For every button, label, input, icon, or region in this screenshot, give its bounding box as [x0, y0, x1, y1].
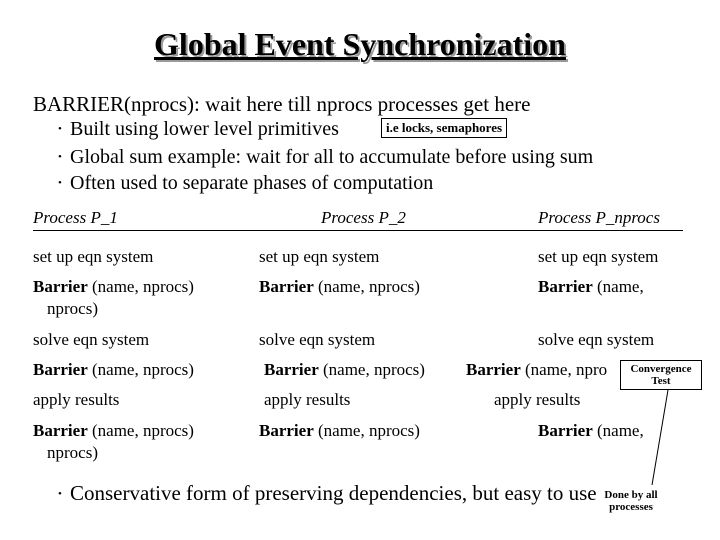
bullet-dot: • — [58, 123, 62, 135]
p2-setup: set up eqn system — [259, 247, 380, 266]
done-by-all-label — [598, 489, 664, 513]
barrier-keyword: Barrier — [33, 277, 88, 296]
header-process-pn: Process P_nprocs — [538, 208, 660, 227]
p1-barrier-3-wrap: nprocs) — [47, 443, 98, 462]
bullet-text: Conservative form of preserving dependencies, but easy to use — [70, 481, 597, 505]
barrier-keyword: Barrier — [466, 360, 521, 379]
barrier-args: (name, — [592, 421, 644, 440]
barrier-args: (name, nprocs) — [87, 421, 194, 440]
barrier-keyword: Barrier — [33, 421, 88, 440]
barrier-args: (name, npro — [520, 360, 608, 379]
barrier-args: (name, nprocs) — [87, 277, 194, 296]
barrier-definition: BARRIER(nprocs): wait here till nprocs processes get here — [33, 92, 531, 116]
bullet-text: Built using lower level primitives — [70, 118, 339, 140]
p1-barrier-1-wrap: nprocs) — [47, 299, 98, 318]
bullet-text: Global sum example: wait for all to accumulate before using sum — [70, 146, 594, 168]
test-label: Test — [651, 375, 671, 387]
barrier-keyword: Barrier — [259, 421, 314, 440]
barrier-args: (name, nprocs) — [318, 360, 425, 379]
p1-solve: solve eqn system — [33, 330, 150, 349]
bullet-text: Often used to separate phases of computation — [70, 172, 434, 194]
primitives-callout: i.e locks, semaphores — [381, 118, 507, 138]
convergence-label: Convergence — [630, 363, 692, 375]
done-by-all-line1: Done by all — [604, 489, 658, 501]
pn-setup: set up eqn system — [538, 247, 659, 266]
pn-apply: apply results — [494, 390, 581, 409]
barrier-args: (name, — [592, 277, 644, 296]
header-process-p2: Process P_2 — [321, 208, 406, 227]
barrier-args: (name, nprocs) — [313, 277, 420, 296]
pn-solve: solve eqn system — [538, 330, 655, 349]
p1-apply: apply results — [33, 390, 120, 409]
header-process-p1: Process P_1 — [33, 208, 118, 227]
barrier-args: (name, nprocs) — [87, 360, 194, 379]
barrier-keyword: Barrier — [264, 360, 319, 379]
bullet-dot: • — [58, 488, 62, 500]
barrier-keyword: Barrier — [33, 360, 88, 379]
barrier-keyword: Barrier — [259, 277, 314, 296]
p2-solve: solve eqn system — [259, 330, 376, 349]
p2-apply: apply results — [264, 390, 351, 409]
bullet-dot: • — [58, 177, 62, 189]
barrier-keyword: Barrier — [538, 277, 593, 296]
barrier-args: (name, nprocs) — [313, 421, 420, 440]
bullet-dot: • — [58, 151, 62, 163]
barrier-keyword: Barrier — [538, 421, 593, 440]
bullet-conservative — [58, 481, 597, 506]
slide-title: Global Event Synchronization — [154, 26, 566, 62]
done-by-all-line2: processes — [609, 501, 653, 513]
p1-setup: set up eqn system — [33, 247, 154, 266]
